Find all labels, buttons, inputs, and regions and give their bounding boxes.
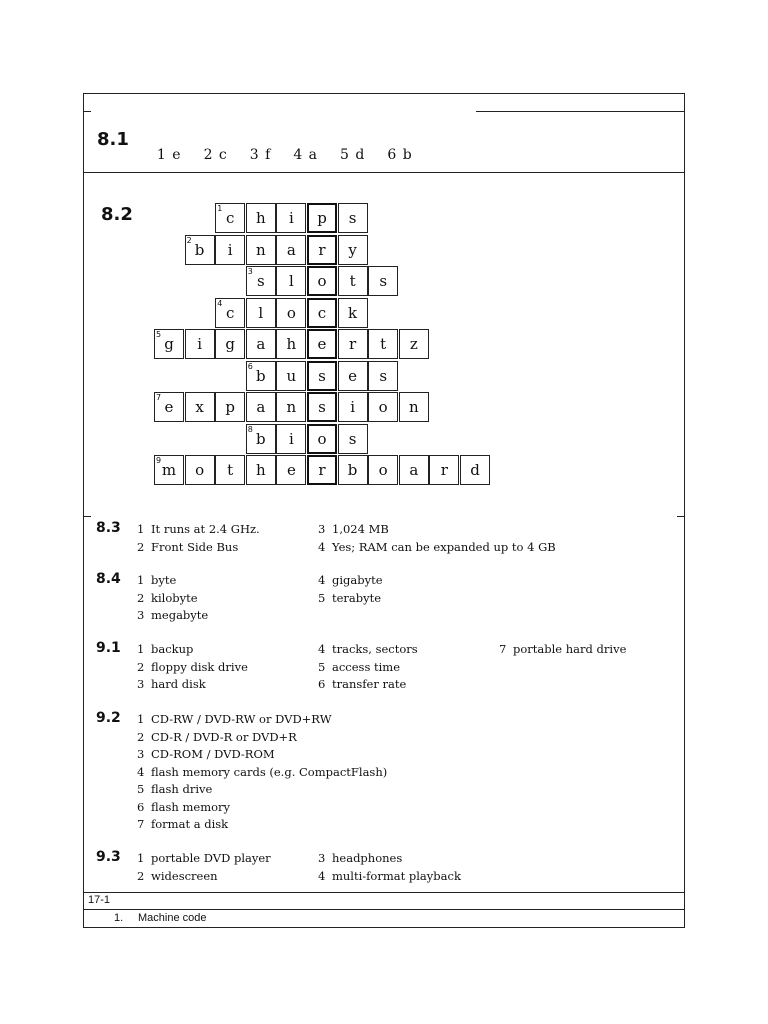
crossword-cell: k bbox=[338, 298, 368, 328]
item-number: 1 bbox=[137, 712, 145, 726]
answers-9-1-col2 bbox=[318, 641, 418, 694]
crossword-cell: c bbox=[307, 298, 337, 328]
list-item bbox=[137, 676, 248, 694]
crossword-cell: h bbox=[276, 329, 306, 359]
crossword-cell: r bbox=[307, 235, 337, 265]
item-text: headphones bbox=[332, 851, 403, 865]
item-number: 5 bbox=[318, 590, 326, 605]
item-text: widescreen bbox=[151, 868, 218, 883]
crossword-cell: p bbox=[215, 392, 245, 422]
item-number: 1 bbox=[137, 851, 145, 865]
crossword-cell: p bbox=[307, 203, 337, 233]
footer-divider-top bbox=[83, 892, 685, 893]
section-label-9-1: 9.1 bbox=[96, 640, 121, 656]
list-item bbox=[137, 729, 387, 747]
answer-item: 5 d bbox=[340, 147, 366, 163]
crossword-cell: n bbox=[399, 392, 429, 422]
item-number: 7 bbox=[499, 642, 507, 656]
crossword-cell: c bbox=[215, 298, 245, 328]
crossword-cell: o bbox=[307, 424, 337, 454]
footer-divider-mid bbox=[83, 909, 685, 910]
list-item bbox=[137, 746, 387, 764]
crossword-cell: r bbox=[429, 455, 459, 485]
crossword-clue-number: 4 bbox=[217, 298, 223, 308]
item-text: hard disk bbox=[151, 677, 206, 691]
list-item bbox=[137, 816, 387, 834]
list-item bbox=[499, 641, 626, 659]
crossword-cell: h bbox=[246, 203, 276, 233]
list-item bbox=[318, 868, 461, 886]
crossword-cell: a bbox=[399, 455, 429, 485]
crossword-cell: b bbox=[185, 235, 215, 265]
crossword-cell: e bbox=[154, 392, 184, 422]
item-number: 6 bbox=[137, 799, 145, 814]
answers-9-3-col2 bbox=[318, 850, 461, 885]
crossword-cell: i bbox=[276, 203, 306, 233]
item-number: 4 bbox=[318, 573, 326, 587]
answers-8-4-col2 bbox=[318, 572, 383, 607]
list-item bbox=[318, 850, 461, 868]
item-number: 1 bbox=[137, 573, 145, 587]
answers-8-3-col1 bbox=[137, 521, 260, 556]
list-item bbox=[137, 868, 271, 886]
crossword-cell: t bbox=[338, 266, 368, 296]
crossword-cell: n bbox=[276, 392, 306, 422]
crossword-cell: y bbox=[338, 235, 368, 265]
crossword-cell: s bbox=[307, 361, 337, 391]
crossword-cell: t bbox=[368, 329, 398, 359]
crossword-cell: g bbox=[215, 329, 245, 359]
item-number: 4 bbox=[318, 539, 326, 554]
crossword-cell: o bbox=[307, 266, 337, 296]
answers-9-3-col1 bbox=[137, 850, 271, 885]
item-number: 6 bbox=[318, 677, 326, 691]
item-text: transfer rate bbox=[332, 677, 407, 691]
crossword-cell: i bbox=[185, 329, 215, 359]
section-label-8-4: 8.4 bbox=[96, 571, 121, 587]
list-item bbox=[137, 850, 271, 868]
crop-mark bbox=[83, 111, 91, 112]
answer-item: 1 e bbox=[156, 147, 182, 163]
divider-81 bbox=[83, 172, 685, 173]
item-text: multi-format playback bbox=[332, 868, 461, 883]
answers-9-1-col3 bbox=[499, 641, 626, 659]
crossword-cell: z bbox=[399, 329, 429, 359]
crossword-cell: b bbox=[338, 455, 368, 485]
item-text: 1,024 MB bbox=[332, 522, 389, 536]
crossword-cell: a bbox=[246, 329, 276, 359]
item-text: format a disk bbox=[151, 817, 229, 831]
list-item bbox=[137, 711, 387, 729]
item-text: backup bbox=[151, 642, 194, 656]
crossword-cell: i bbox=[215, 235, 245, 265]
answers-8-3-col2 bbox=[318, 521, 556, 556]
crossword-cell: t bbox=[215, 455, 245, 485]
crop-mark bbox=[83, 516, 91, 517]
list-item bbox=[137, 539, 260, 557]
footer-item-text: Machine code bbox=[138, 912, 207, 924]
item-number: 2 bbox=[137, 729, 145, 744]
item-number: 4 bbox=[318, 868, 326, 883]
section-label-9-2: 9.2 bbox=[96, 710, 121, 726]
crossword-cell: a bbox=[246, 392, 276, 422]
item-text: tracks, sectors bbox=[332, 642, 418, 656]
answers-9-1-col1 bbox=[137, 641, 248, 694]
list-item bbox=[137, 572, 208, 590]
list-item bbox=[318, 590, 383, 608]
item-number: 3 bbox=[318, 851, 326, 865]
item-number: 2 bbox=[137, 539, 145, 554]
item-text: CD-R / DVD-R or DVD+R bbox=[151, 729, 297, 744]
footer-code: 17-1 bbox=[88, 894, 111, 906]
footer-item-number: 1. bbox=[114, 912, 124, 924]
item-text: flash memory cards (e.g. CompactFlash) bbox=[151, 764, 388, 779]
item-text: megabyte bbox=[151, 608, 209, 622]
item-number: 2 bbox=[137, 868, 145, 883]
list-item bbox=[318, 539, 556, 557]
crossword-clue-number: 6 bbox=[247, 361, 253, 371]
crossword-cell: e bbox=[338, 361, 368, 391]
crossword-cell: r bbox=[338, 329, 368, 359]
list-item bbox=[137, 590, 208, 608]
crossword-cell: o bbox=[368, 392, 398, 422]
item-number: 2 bbox=[137, 659, 145, 674]
crossword-cell: i bbox=[276, 424, 306, 454]
answers-8-4-col1 bbox=[137, 572, 208, 625]
item-text: flash drive bbox=[151, 782, 213, 796]
item-text: Yes; RAM can be expanded up to 4 GB bbox=[332, 539, 556, 554]
section-label-8-3: 8.3 bbox=[96, 520, 121, 536]
item-number: 4 bbox=[318, 642, 326, 656]
crossword-cell: s bbox=[338, 424, 368, 454]
answer-item: 3 f bbox=[249, 147, 272, 163]
section-label-9-3: 9.3 bbox=[96, 849, 121, 865]
item-number: 5 bbox=[137, 782, 145, 796]
crossword-cell: b bbox=[246, 361, 276, 391]
item-text: byte bbox=[151, 573, 177, 587]
crossword-cell: g bbox=[154, 329, 184, 359]
crossword-cell: s bbox=[368, 266, 398, 296]
header-rule bbox=[476, 111, 685, 112]
item-text: floppy disk drive bbox=[151, 659, 248, 674]
crop-mark bbox=[677, 516, 685, 517]
answer-item: 6 b bbox=[387, 147, 413, 163]
answer-item: 2 c bbox=[203, 147, 228, 163]
crossword-cell: i bbox=[338, 392, 368, 422]
answers-8-1 bbox=[146, 131, 435, 163]
list-item bbox=[137, 799, 387, 817]
item-text: access time bbox=[332, 659, 401, 674]
crossword-cell: c bbox=[215, 203, 245, 233]
crossword-cell: h bbox=[246, 455, 276, 485]
crossword-cell: u bbox=[276, 361, 306, 391]
item-number: 7 bbox=[137, 817, 145, 831]
list-item bbox=[318, 659, 418, 677]
list-item bbox=[137, 607, 208, 625]
crossword-cell: m bbox=[154, 455, 184, 485]
crossword-cell: r bbox=[307, 455, 337, 485]
crossword-cell: d bbox=[460, 455, 490, 485]
list-item bbox=[137, 764, 387, 782]
crossword-cell: x bbox=[185, 392, 215, 422]
list-item bbox=[318, 521, 556, 539]
list-item bbox=[137, 521, 260, 539]
crossword-cell: o bbox=[276, 298, 306, 328]
item-text: flash memory bbox=[151, 799, 231, 814]
list-item bbox=[137, 641, 248, 659]
crossword-clue-number: 9 bbox=[156, 456, 162, 465]
item-number: 2 bbox=[137, 590, 145, 605]
crossword-cell: b bbox=[246, 424, 276, 454]
crossword-clue-number: 7 bbox=[156, 393, 162, 402]
crossword-cell: e bbox=[276, 455, 306, 485]
answer-item: 4 a bbox=[293, 147, 319, 163]
item-number: 3 bbox=[137, 608, 145, 622]
crossword-cell: e bbox=[307, 329, 337, 359]
crossword-cell: a bbox=[276, 235, 306, 265]
section-label-8-1: 8.1 bbox=[97, 129, 129, 150]
crossword-clue-number: 1 bbox=[217, 204, 223, 213]
list-item bbox=[318, 676, 418, 694]
item-number: 3 bbox=[137, 747, 145, 761]
crossword-clue-number: 5 bbox=[156, 330, 162, 339]
crossword-clue-number: 8 bbox=[247, 424, 253, 434]
item-text: portable hard drive bbox=[513, 642, 627, 656]
item-number: 3 bbox=[137, 677, 145, 691]
crossword-cell: s bbox=[246, 266, 276, 296]
item-text: It runs at 2.4 GHz. bbox=[151, 522, 260, 536]
crossword-cell: s bbox=[307, 392, 337, 422]
crossword-cell: s bbox=[368, 361, 398, 391]
item-number: 1 bbox=[137, 522, 145, 536]
crossword-cell: n bbox=[246, 235, 276, 265]
item-text: CD-RW / DVD-RW or DVD+RW bbox=[151, 712, 332, 726]
item-number: 4 bbox=[137, 764, 145, 779]
crossword-clue-number: 3 bbox=[247, 267, 253, 276]
section-label-8-2: 8.2 bbox=[101, 204, 133, 225]
crossword-cell: o bbox=[185, 455, 215, 485]
item-text: portable DVD player bbox=[151, 851, 271, 865]
item-number: 1 bbox=[137, 642, 145, 656]
item-text: CD-ROM / DVD-ROM bbox=[151, 747, 275, 761]
list-item bbox=[318, 641, 418, 659]
item-text: Front Side Bus bbox=[151, 539, 239, 554]
crossword-cell: l bbox=[276, 266, 306, 296]
item-number: 5 bbox=[318, 659, 326, 674]
list-item bbox=[137, 659, 248, 677]
crossword-clue-number: 2 bbox=[186, 235, 192, 245]
answers-9-2-col1 bbox=[137, 711, 387, 834]
item-text: terabyte bbox=[332, 590, 382, 605]
list-item bbox=[137, 781, 387, 799]
list-item bbox=[318, 572, 383, 590]
item-number: 3 bbox=[318, 522, 326, 536]
crossword-cell: o bbox=[368, 455, 398, 485]
item-text: kilobyte bbox=[151, 590, 198, 605]
item-text: gigabyte bbox=[332, 573, 383, 587]
crossword-cell: l bbox=[246, 298, 276, 328]
crossword-cell: s bbox=[338, 203, 368, 233]
